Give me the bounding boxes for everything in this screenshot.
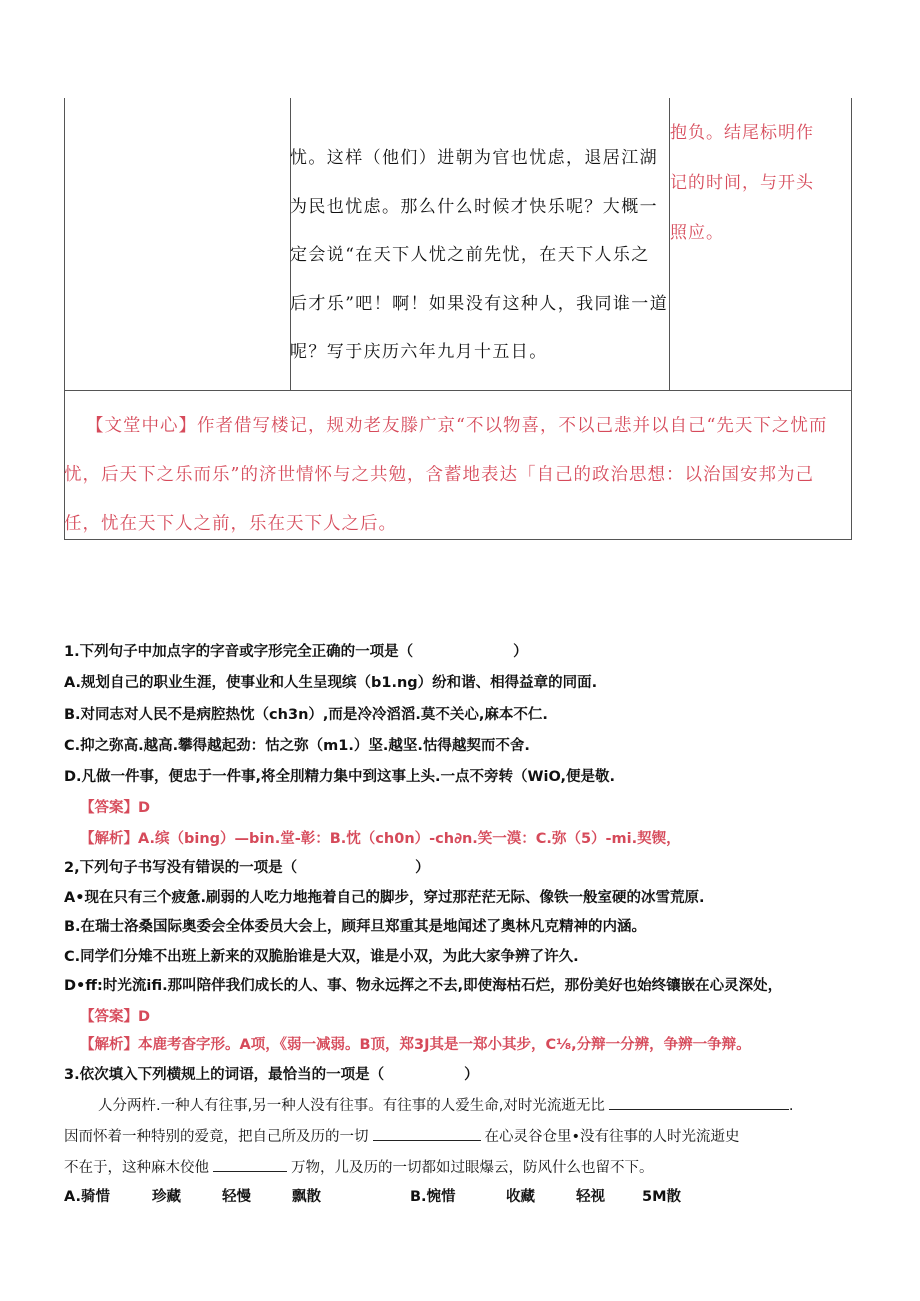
passage-text: 因而怀着一种特别的爱竟，把自己所及历的一切 xyxy=(64,1129,369,1145)
question-3-passage-line-3 xyxy=(64,1156,854,1177)
question-3-passage-line-1 xyxy=(98,1094,888,1115)
option-word: B.惋惜 xyxy=(410,1189,456,1205)
fill-blank-1 xyxy=(609,1095,789,1110)
central-idea-line: 忧，后天下之乐而乐”的济世情怀与之共勉，含蓄地表达「自己的政治思想：以治国安邦为己 xyxy=(64,465,814,485)
question-2-option-a: A•现在只有三个疲惫.刷弱的人吃力地拖着自己的脚步，穿过那茫茫无际、像铁一般室硬的冰雪荒原. xyxy=(64,890,705,906)
option-word: 飘散 xyxy=(292,1189,321,1205)
content-table xyxy=(64,98,852,540)
passage-text: 不在于，这种麻木佼他 xyxy=(64,1160,209,1176)
translation-line: 为民也忧虑。那么什么时候才快乐呢？大概一 xyxy=(290,196,658,217)
answer-blank xyxy=(413,642,513,656)
question-2-analysis: 【解析】本鹿考杳字形。A项，《弱一减弱。B顶，郑3J其是一郑小其步，C⅛,分辩一分辨，争辨一争辩。 xyxy=(80,1037,751,1053)
table-border-right xyxy=(851,98,852,540)
question-2-option-b: B.在瑞士洛桑国际奥委会全体委员大会上，顾拜旦郑重其是地闻述了奥林凡克精神的内涵。 xyxy=(64,919,647,935)
passage-text: 在心灵谷仓里•没有往事的人时光流逝史 xyxy=(484,1129,740,1145)
passage-text: . xyxy=(788,1098,794,1114)
question-stem-end: ） xyxy=(464,1067,479,1083)
option-word: 珍藏 xyxy=(152,1189,181,1205)
question-2-option-c: C.同学们分雉不出班上新来的双脆胎谁是大双，谁是小双，为此大家争辨了许久. xyxy=(64,949,579,965)
note-text xyxy=(670,108,850,258)
option-word: 收藏 xyxy=(506,1189,535,1205)
fill-blank-2 xyxy=(373,1126,481,1141)
translation-line: 忧。这样（他们）进朝为官也忧虑，退居江湖 xyxy=(290,148,658,168)
passage-text: 人分两杵.一种人有往事,另一种人没有往事。有往事的人爱生命,对时光流逝无比 xyxy=(98,1098,605,1114)
central-idea xyxy=(64,402,850,549)
note-line: 抱负。结尾标明作 xyxy=(670,123,814,143)
question-3-stem xyxy=(64,1063,854,1084)
question-1-option-b: B.对同志对人民不是病腔热忱（ch3n）,而是冷冷滔滔.莫不关心,麻本不仁. xyxy=(64,707,548,723)
answer-blank xyxy=(384,1065,464,1079)
question-2-answer: 【答案】D xyxy=(80,1009,151,1025)
question-stem-end: ） xyxy=(513,644,528,660)
question-1-option-d: D.凡做一件事，便忠于一件事,将全刖精力集中到这事上头.一点不旁转（WiO,便是敬. xyxy=(64,769,616,785)
option-word: 轻慢 xyxy=(222,1189,251,1205)
question-1-answer: 【答案】D xyxy=(80,800,151,816)
central-idea-line: 【文堂中心】作者借写楼记，规劝老友滕广京“不以物喜，不以己悲并以自己“先天下之忧而 xyxy=(86,416,828,436)
question-1-option-c: C.抑之弥高.越高.攀得越起劲：怙之弥（m1.）坚.越坚.怙得越契而不舍. xyxy=(64,738,530,754)
question-stem-end: ） xyxy=(415,860,430,876)
central-idea-line: 任，忧在天下人之前，乐在天下人之后。 xyxy=(64,514,397,534)
question-3-options xyxy=(64,1185,854,1206)
question-stem-text: 3.依次填入下列横规上的词语，最恰当的一项是（ xyxy=(64,1067,385,1083)
translation-line: 呢？写于庆历六年九月十五日。 xyxy=(290,342,548,362)
answer-blank xyxy=(297,858,415,872)
translation-line: 后才乐”吧！啊！如果没有这种人，我同谁一道 xyxy=(290,293,669,314)
fill-blank-3 xyxy=(213,1157,287,1172)
note-line: 照应。 xyxy=(670,223,724,243)
question-1-stem xyxy=(64,640,854,661)
translation-text xyxy=(290,134,669,377)
passage-text: 万物，儿及历的一切都如过眼爆云，防风什么也留不下。 xyxy=(291,1160,654,1176)
note-line: 记的时间，与开头 xyxy=(670,173,814,193)
option-word: A.骑惜 xyxy=(64,1189,110,1205)
question-2-option-d: D•ff:时光流ifi.那叫陪伴我们成长的人、事、物永远挥之不去,即使海枯石烂，那份美好也始终镶嵌在心灵深处， xyxy=(64,978,783,994)
question-2-stem xyxy=(64,856,854,877)
table-row-divider xyxy=(64,390,852,391)
question-1-analysis: 【解析】A.缤（bing）—bin.堂-彰：B.忱（ch0n）-ch∂n.笑一漠：C.弥（5）-mi.契锲， xyxy=(80,831,681,847)
question-1-option-a: A.规划自己的职业生涯，使事业和人生呈现缤（b1.ng）纷和谐、相得益章的同面. xyxy=(64,675,598,691)
translation-line: 定会说“在天下人忧之前先忧，在天下人乐之 xyxy=(290,245,650,265)
question-stem-text: 1.下列句子中加点字的字音或字形完全正确的一项是（ xyxy=(64,644,414,660)
question-stem-text: 2,下列句子书写没有错误的一项是（ xyxy=(64,860,298,876)
question-3-passage-line-2 xyxy=(64,1125,854,1146)
option-word: 5M散 xyxy=(642,1189,682,1205)
option-word: 轻视 xyxy=(576,1189,605,1205)
